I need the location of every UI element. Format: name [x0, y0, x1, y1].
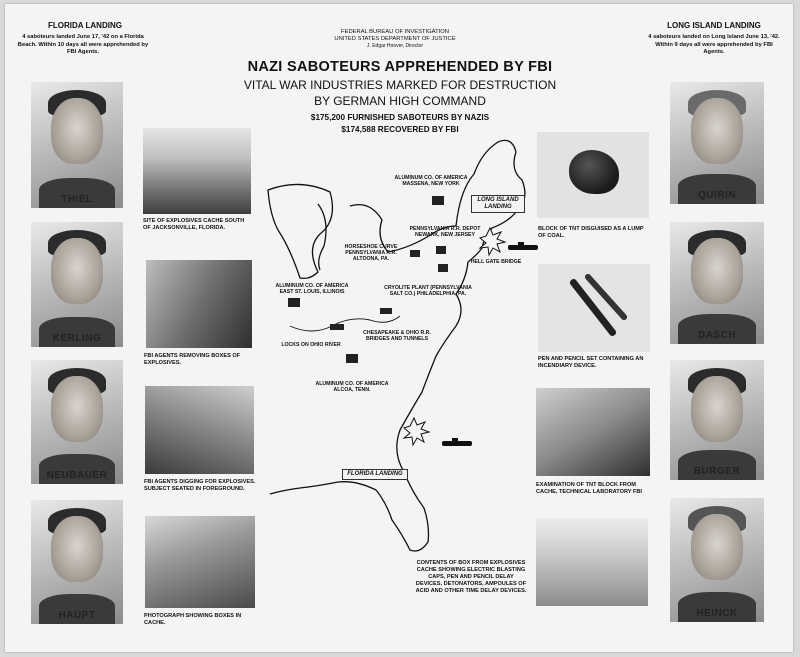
- map-label-alcoa: ALUMINUM CO. OF AMERICA ALCOA, TENN.: [315, 381, 389, 394]
- photo-removing-boxes: [146, 260, 252, 348]
- map-label-florida-landing: FLORIDA LANDING: [342, 469, 408, 480]
- face-shape: [51, 238, 103, 304]
- agency-line1: FEDERAL BUREAU OF INVESTIGATION: [341, 29, 449, 35]
- portrait-label: QUIRIN: [698, 190, 736, 201]
- map-label-long-island-landing: LONG ISLAND LANDING: [471, 195, 525, 213]
- caption-pen-pencil: PEN AND PENCIL SET CONTAINING AN INCENDIARY DEVICE.: [538, 356, 644, 369]
- face-shape: [691, 376, 743, 442]
- portrait-quirin: [670, 82, 764, 204]
- caption-removing-boxes: FBI AGENTS REMOVING BOXES OF EXPLOSIVES.: [144, 353, 241, 366]
- map-label-hell-gate: HELL GATE BRIDGE: [470, 259, 522, 265]
- map-label-chesapeake: CHESAPEAKE & OHIO R.R. BRIDGES AND TUNNELS: [363, 330, 431, 343]
- submarine-icon-north: [508, 242, 538, 250]
- great-lakes-shape: [268, 184, 332, 278]
- portrait-burger: [670, 360, 764, 480]
- caption-cache-site: SITE OF EXPLOSIVES CACHE SOUTH OF JACKSONVILLE, FLORIDA.: [143, 218, 245, 231]
- map-label-ohio-locks: LOCKS ON OHIO RIVER: [281, 342, 341, 348]
- florida-description: 4 saboteurs landed June 17, '42 on a Florida Beach. Within 10 days all were apprehended by FBI Agents.: [17, 34, 149, 56]
- ohio-river-line: [290, 316, 400, 331]
- factory-icon-alcoa: [346, 354, 358, 363]
- photo-tnt-coal: [537, 132, 649, 218]
- page-title: NAZI SABOTEURS APPREHENDED BY FBI: [247, 59, 553, 75]
- portrait-label: THIEL: [61, 194, 93, 205]
- map-label-newark: PENNSYLVANIA R.R. DEPOT NEWARK, NEW JERSEY: [409, 226, 481, 239]
- director-line: J. Edgar Hoover, Director: [366, 43, 424, 49]
- portrait-label: KERLING: [52, 333, 102, 344]
- agency-line2: UNITED STATES DEPARTMENT OF JUSTICE: [334, 36, 456, 42]
- photo-tnt-examination: [536, 388, 650, 476]
- portrait-label: DASCH: [697, 330, 737, 341]
- factory-icon-newark: [436, 246, 446, 254]
- coal-lump-shape: [569, 150, 619, 194]
- face-shape: [51, 376, 103, 442]
- portrait-haupt: [31, 500, 123, 624]
- long-island-description: 4 saboteurs landed on Long Island June 13, '42. Within 9 days all were apprehended by FBI Agents.: [648, 34, 780, 56]
- gulf-coastline: [270, 482, 376, 494]
- portrait-heinck: [670, 498, 764, 622]
- poster: [5, 4, 793, 652]
- landing-burst-icon-florida: [404, 418, 429, 445]
- factory-icon-stlouis: [288, 298, 300, 307]
- recovered-amount: $174,588 RECOVERED BY FBI: [341, 125, 459, 134]
- face-shape: [51, 516, 103, 582]
- portrait-kerling: [31, 222, 123, 347]
- factory-icon-philadelphia: [438, 264, 448, 272]
- rail-icon-altoona: [410, 250, 420, 257]
- photo-boxes-in-cache: [145, 516, 255, 608]
- submarine-icon-south: [442, 438, 472, 446]
- caption-tnt-examination: EXAMINATION OF TNT BLOCK FROM CACHE, TECHNICAL LABORATORY FBI: [536, 482, 642, 495]
- map-label-east-st-louis: ALUMINUM CO. OF AMERICA EAST ST. LOUIS, ILLINOIS: [275, 283, 349, 296]
- portrait-label: HEINCK: [696, 608, 738, 619]
- long-island-heading: LONG ISLAND LANDING: [667, 21, 761, 30]
- face-shape: [691, 238, 743, 304]
- pencil-shape: [584, 273, 629, 322]
- map-label-cryolite: CRYOLITE PLANT (PENNSYLVANIA SALT CO.) PHILADELPHIA, PA.: [384, 285, 472, 298]
- photo-box-contents: [536, 518, 648, 606]
- factory-icon-massena: [432, 196, 444, 205]
- locks-icon-ohio: [330, 324, 344, 330]
- portrait-label: HAUPT: [58, 610, 96, 621]
- map-label-massena: ALUMINUM CO. OF AMERICA MASSENA, NEW YORK: [394, 175, 468, 188]
- photo-cache-site: [143, 128, 251, 214]
- caption-boxes-in-cache: PHOTOGRAPH SHOWING BOXES IN CACHE.: [144, 613, 242, 626]
- lake-michigan-shape: [318, 204, 326, 270]
- florida-heading: FLORIDA LANDING: [48, 21, 122, 30]
- photo-digging: [145, 386, 254, 474]
- caption-box-contents: CONTENTS OF BOX FROM EXPLOSIVES CACHE SHOWING ELECTRIC BLASTING CAPS, PEN AND PENCIL DELAY DEVICES, DETONATORS, AMPOULES OF ACID AND OTHER TIME DELAY DEVICES.: [415, 560, 527, 594]
- face-shape: [691, 514, 743, 580]
- caption-digging: FBI AGENTS DIGGING FOR EXPLOSIVES. SUBJECT SEATED IN FOREGROUND.: [144, 479, 256, 492]
- face-shape: [691, 98, 743, 164]
- portrait-label: NEUBAUER: [46, 470, 108, 481]
- subtitle-line2: BY GERMAN HIGH COMMAND: [314, 94, 486, 108]
- portrait-thiel: [31, 82, 123, 208]
- furnished-amount: $175,200 FURNISHED SABOTEURS BY NAZIS: [310, 113, 490, 122]
- portrait-dasch: [670, 222, 764, 344]
- face-shape: [51, 98, 103, 164]
- portrait-label: BURGER: [693, 466, 741, 477]
- caption-tnt-coal: BLOCK OF TNT DISGUISED AS A LUMP OF COAL.: [538, 226, 644, 239]
- bridge-icon-chesapeake: [380, 308, 392, 314]
- portrait-neubauer: [31, 360, 123, 484]
- subtitle-line1: VITAL WAR INDUSTRIES MARKED FOR DESTRUCTION: [243, 78, 557, 92]
- map-label-altoona: HORSESHOE CURVE PENNSYLVANIA R.R. ALTOONA, PA.: [344, 244, 398, 263]
- photo-pen-pencil: [538, 264, 650, 352]
